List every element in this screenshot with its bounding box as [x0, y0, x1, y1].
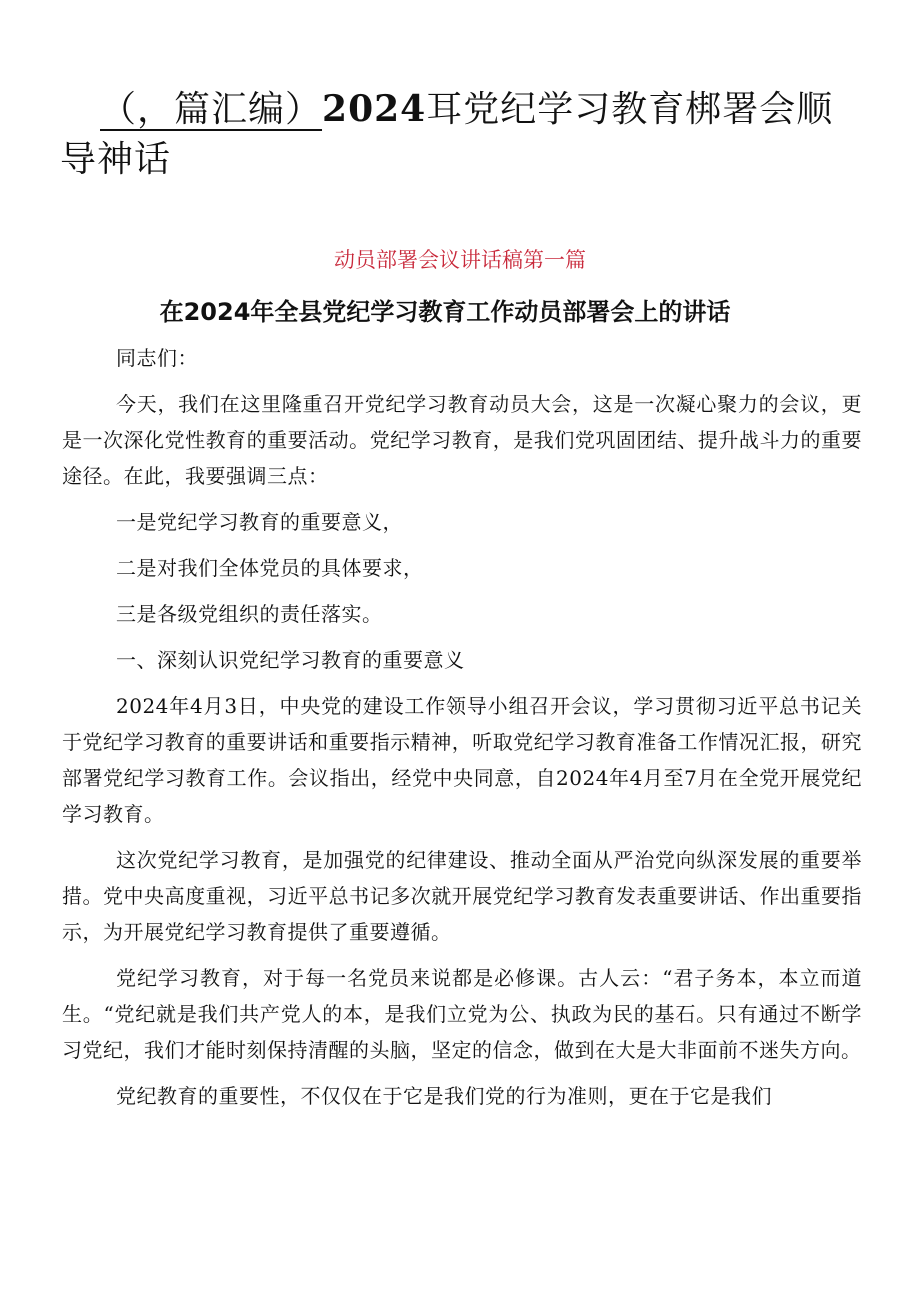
paragraph-significance: 这次党纪学习教育，是加强党的纪律建设、推动全面从严治党向纵深发展的重要举措。党中央高度重视，习近平总书记多次就开展党纪学习教育发表重要讲话、作出重要指示，为开展党纪学习教育提供了重要遵循。: [62, 848, 862, 944]
title-prefix: （，篇汇编）: [100, 89, 323, 130]
paragraph-intro: 今天，我们在这里隆重召开党纪学习教育动员大会，这是一次凝心聚力的会议，更是一次深化党性教育的重要活动。党纪学习教育，是我们党巩固团结、提升战斗力的重要途径。在此，我要强调三点：: [62, 392, 862, 488]
section-label: 动员部署会议讲话稿第一篇: [334, 248, 586, 272]
paragraph-importance: 党纪教育的重要性，不仅仅在于它是我们党的行为准则，更在于它是我们: [116, 1084, 772, 1108]
paragraph-point-two: 二是对我们全体党员的具体要求，: [116, 556, 424, 580]
paragraph-meeting: 2024年4月3日，中央党的建设工作领导小组召开会议，学习贯彻习近平总书记关于党纪学习教育的重要讲话和重要指示精神，听取党纪学习教育准备工作情况汇报，研究部署党纪学习教育工作。会议指出，经党中央同意，自2024年4月至7月在全党开展党纪学习教育。: [62, 694, 862, 826]
paragraph-point-one: 一是党纪学习教育的重要意义，: [116, 510, 403, 534]
title-year: 2024: [322, 88, 427, 130]
section-heading-one: 一、深刻认识党纪学习教育的重要意义: [116, 648, 465, 672]
document-body: [62, 340, 862, 1124]
paragraph-compulsory: 党纪学习教育，对于每一名党员来说都是必修课。古人云：“君子务本，本立而道生。“党纪就是我们共产党人的本，是我们立党为公、执政为民的基石。只有通过不断学习党纪，我们才能时刻保持清醒的头脑，坚定的信念，做到在大是大非面前不迷失方向。: [62, 966, 862, 1062]
speech-title: 在2024年全县党纪学习教育工作动员部署会上的讲话: [159, 298, 731, 326]
paragraph-point-three: 三是各级党组织的责任落实。: [116, 602, 383, 626]
document-title: [60, 84, 860, 185]
title-rest: 耳党纪学习教育梆署会顺导神话: [60, 89, 834, 180]
paragraph-salutation: 同志们：: [116, 346, 198, 370]
